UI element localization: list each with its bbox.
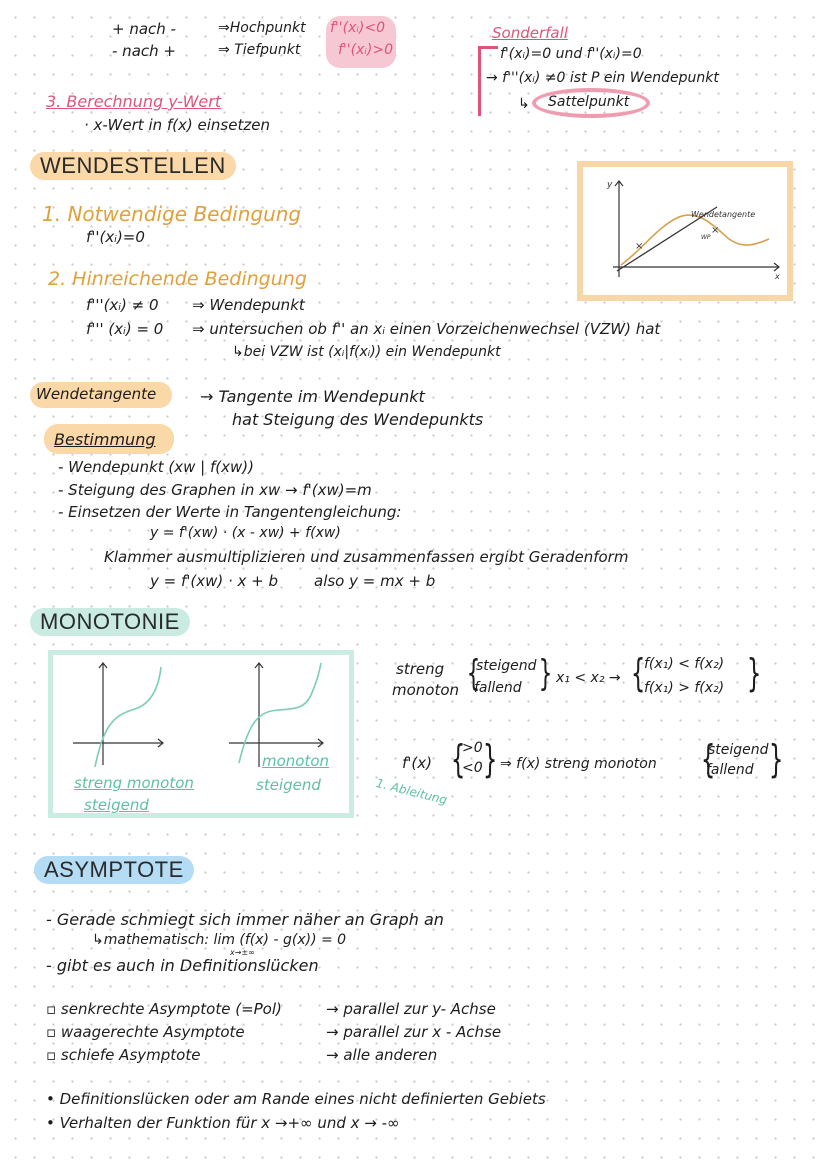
tiefpunkt-text: ⇒ Tiefpunkt xyxy=(218,42,301,58)
brace4-left: { xyxy=(700,737,716,781)
bestimmung-step3: - Einsetzen der Werte in Tangentengleichung: xyxy=(58,503,402,521)
wendepunkt-graph-box xyxy=(577,161,793,301)
hinreichende-bedingung-title: 2. Hinreichende Bedingung xyxy=(48,268,307,290)
schiefe-desc: → alle anderen xyxy=(326,1046,438,1064)
graph-y-label: y xyxy=(607,180,613,190)
case1-result: ⇒ Wendepunkt xyxy=(192,296,305,314)
asymptote-bullet2: • Verhalten der Funktion für x →+∞ und x → -∞ xyxy=(46,1114,400,1132)
wendetangente-label: Wendetangente xyxy=(36,385,157,403)
sattelpunkt-label: Sattelpunkt xyxy=(548,94,630,110)
asymptote-line2: ↳mathematisch: lim (f(x) - g(x)) = 0 xyxy=(92,932,347,948)
ableitung-note: 1. Ableitung xyxy=(374,776,449,808)
brace3-right: } xyxy=(482,737,498,781)
step3-title: 3. Berechnung y-Wert xyxy=(46,92,222,111)
graph2-caption-line2: steigend xyxy=(256,776,321,794)
notwendige-formula: f''(xᵢ)=0 xyxy=(86,228,145,246)
brace1-fallend: fallend xyxy=(474,680,522,696)
asymptote-line3: - gibt es auch in Definitionslücken xyxy=(46,956,319,975)
graph-x-label: x xyxy=(775,272,780,281)
tangent-formula: y = f'(xw) · (x - xw) + f(xw) xyxy=(150,525,341,541)
condition-max: f''(xᵢ)<0 xyxy=(330,20,385,36)
case2-condition: f''' (xᵢ) = 0 xyxy=(86,320,164,338)
monoton-label: monoton xyxy=(392,681,460,699)
case2-result: ⇒ untersuchen ob f'' an xᵢ einen Vorzeichenwechsel (VZW) hat xyxy=(192,320,661,338)
graph-wp-label: WP xyxy=(701,234,711,241)
brace2-left: { xyxy=(630,651,646,695)
sonderfall-bracket xyxy=(478,46,481,116)
monoton-result: ⇒ f(x) streng monoton xyxy=(500,756,657,772)
sign-change-minus-plus: - nach + xyxy=(112,42,176,60)
brace4-right: } xyxy=(768,737,784,781)
also-formula: also y = mx + b xyxy=(314,572,436,590)
notwendige-bedingung-title: 1. Notwendige Bedingung xyxy=(42,202,302,226)
sonderfall-bracket-top xyxy=(478,46,498,49)
case1-condition: f'''(xᵢ) ≠ 0 xyxy=(86,296,159,314)
limit-subscript: x→±∞ xyxy=(230,948,255,957)
sonderfall-title: Sonderfall xyxy=(492,24,568,42)
step3-text: · x-Wert in f(x) einsetzen xyxy=(84,116,270,134)
sonderfall-arrow: ↳ xyxy=(518,96,530,112)
wp-marker: × xyxy=(711,225,720,236)
asymptote-line1: - Gerade schmiegt sich immer näher an Graph an xyxy=(46,910,444,929)
brace3-gt: >0 xyxy=(462,740,483,756)
bestimmung-step1: - Wendepunkt (xw | f(xw)) xyxy=(58,458,254,476)
brace4-fallend: fallend xyxy=(706,762,754,778)
waagerechte-desc: → parallel zur x - Achse xyxy=(326,1023,502,1041)
x-condition: x₁ < x₂ → xyxy=(556,670,621,686)
senkrechte-asymptote: ▫ senkrechte Asymptote (=Pol) xyxy=(46,1000,282,1018)
graph2-caption-line1: monoton xyxy=(262,752,330,770)
condition-min: f''(xᵢ)>0 xyxy=(338,42,393,58)
graph1-caption-line2: steigend xyxy=(84,796,149,814)
senkrechte-desc: → parallel zur y- Achse xyxy=(326,1000,496,1018)
sign-change-plus-minus: + nach - xyxy=(112,20,176,38)
brace1-left: { xyxy=(466,653,481,694)
graph2-curve xyxy=(239,663,321,763)
wendetangente-desc1: → Tangente im Wendepunkt xyxy=(200,387,425,406)
wendetangente-desc2: hat Steigung des Wendepunkts xyxy=(232,410,484,429)
brace3-left: { xyxy=(450,737,466,781)
graph1-caption-line1: streng monoton xyxy=(74,774,194,792)
bestimmung-label: Bestimmung xyxy=(54,430,156,449)
graph1-curve xyxy=(95,667,161,767)
brace2-less: f(x₁) < f(x₂) xyxy=(644,656,725,672)
wendestellen-heading: WENDESTELLEN xyxy=(30,152,236,180)
streng-label: streng xyxy=(396,660,445,678)
sonderfall-line1: f'(xᵢ)=0 und f''(xᵢ)=0 xyxy=(500,46,642,62)
monotonie-heading: MONOTONIE xyxy=(30,608,190,636)
klammer-text: Klammer ausmultiplizieren und zusammenfassen ergibt Geradenform xyxy=(104,548,629,566)
graph-tangent-label: Wendetangente xyxy=(691,210,756,219)
hochpunkt-text: ⇒Hochpunkt xyxy=(218,20,306,36)
waagerechte-asymptote: ▫ waagerechte Asymptote xyxy=(46,1023,245,1041)
wendepunkt-graph xyxy=(583,167,787,295)
geradenform-formula: y = f'(xw) · x + b xyxy=(150,572,279,590)
asymptote-heading: ASYMPTOTE xyxy=(34,856,194,884)
fprime-label: f'(x) xyxy=(402,754,432,772)
wendepunkt-marker: × xyxy=(635,241,644,252)
brace3-lt: <0 xyxy=(462,760,483,776)
brace4-steigend: steigend xyxy=(708,742,769,758)
case2-sub: ↳bei VZW ist (xᵢ|f(xᵢ)) ein Wendepunkt xyxy=(232,344,501,360)
function-curve xyxy=(621,215,769,265)
bestimmung-step2: - Steigung des Graphen in xw → f'(xw)=m xyxy=(58,481,372,499)
brace1-steigend: steigend xyxy=(476,658,537,674)
brace1-right: } xyxy=(538,653,553,694)
schiefe-asymptote: ▫ schiefe Asymptote xyxy=(46,1046,201,1064)
sonderfall-line2: → f'''(xᵢ) ≠0 ist P ein Wendepunkt xyxy=(486,70,719,86)
brace2-greater: f(x₁) > f(x₂) xyxy=(644,680,725,696)
brace2-right: } xyxy=(746,651,762,695)
asymptote-bullet1: • Definitionslücken oder am Rande eines nicht definierten Gebiets xyxy=(46,1090,546,1108)
